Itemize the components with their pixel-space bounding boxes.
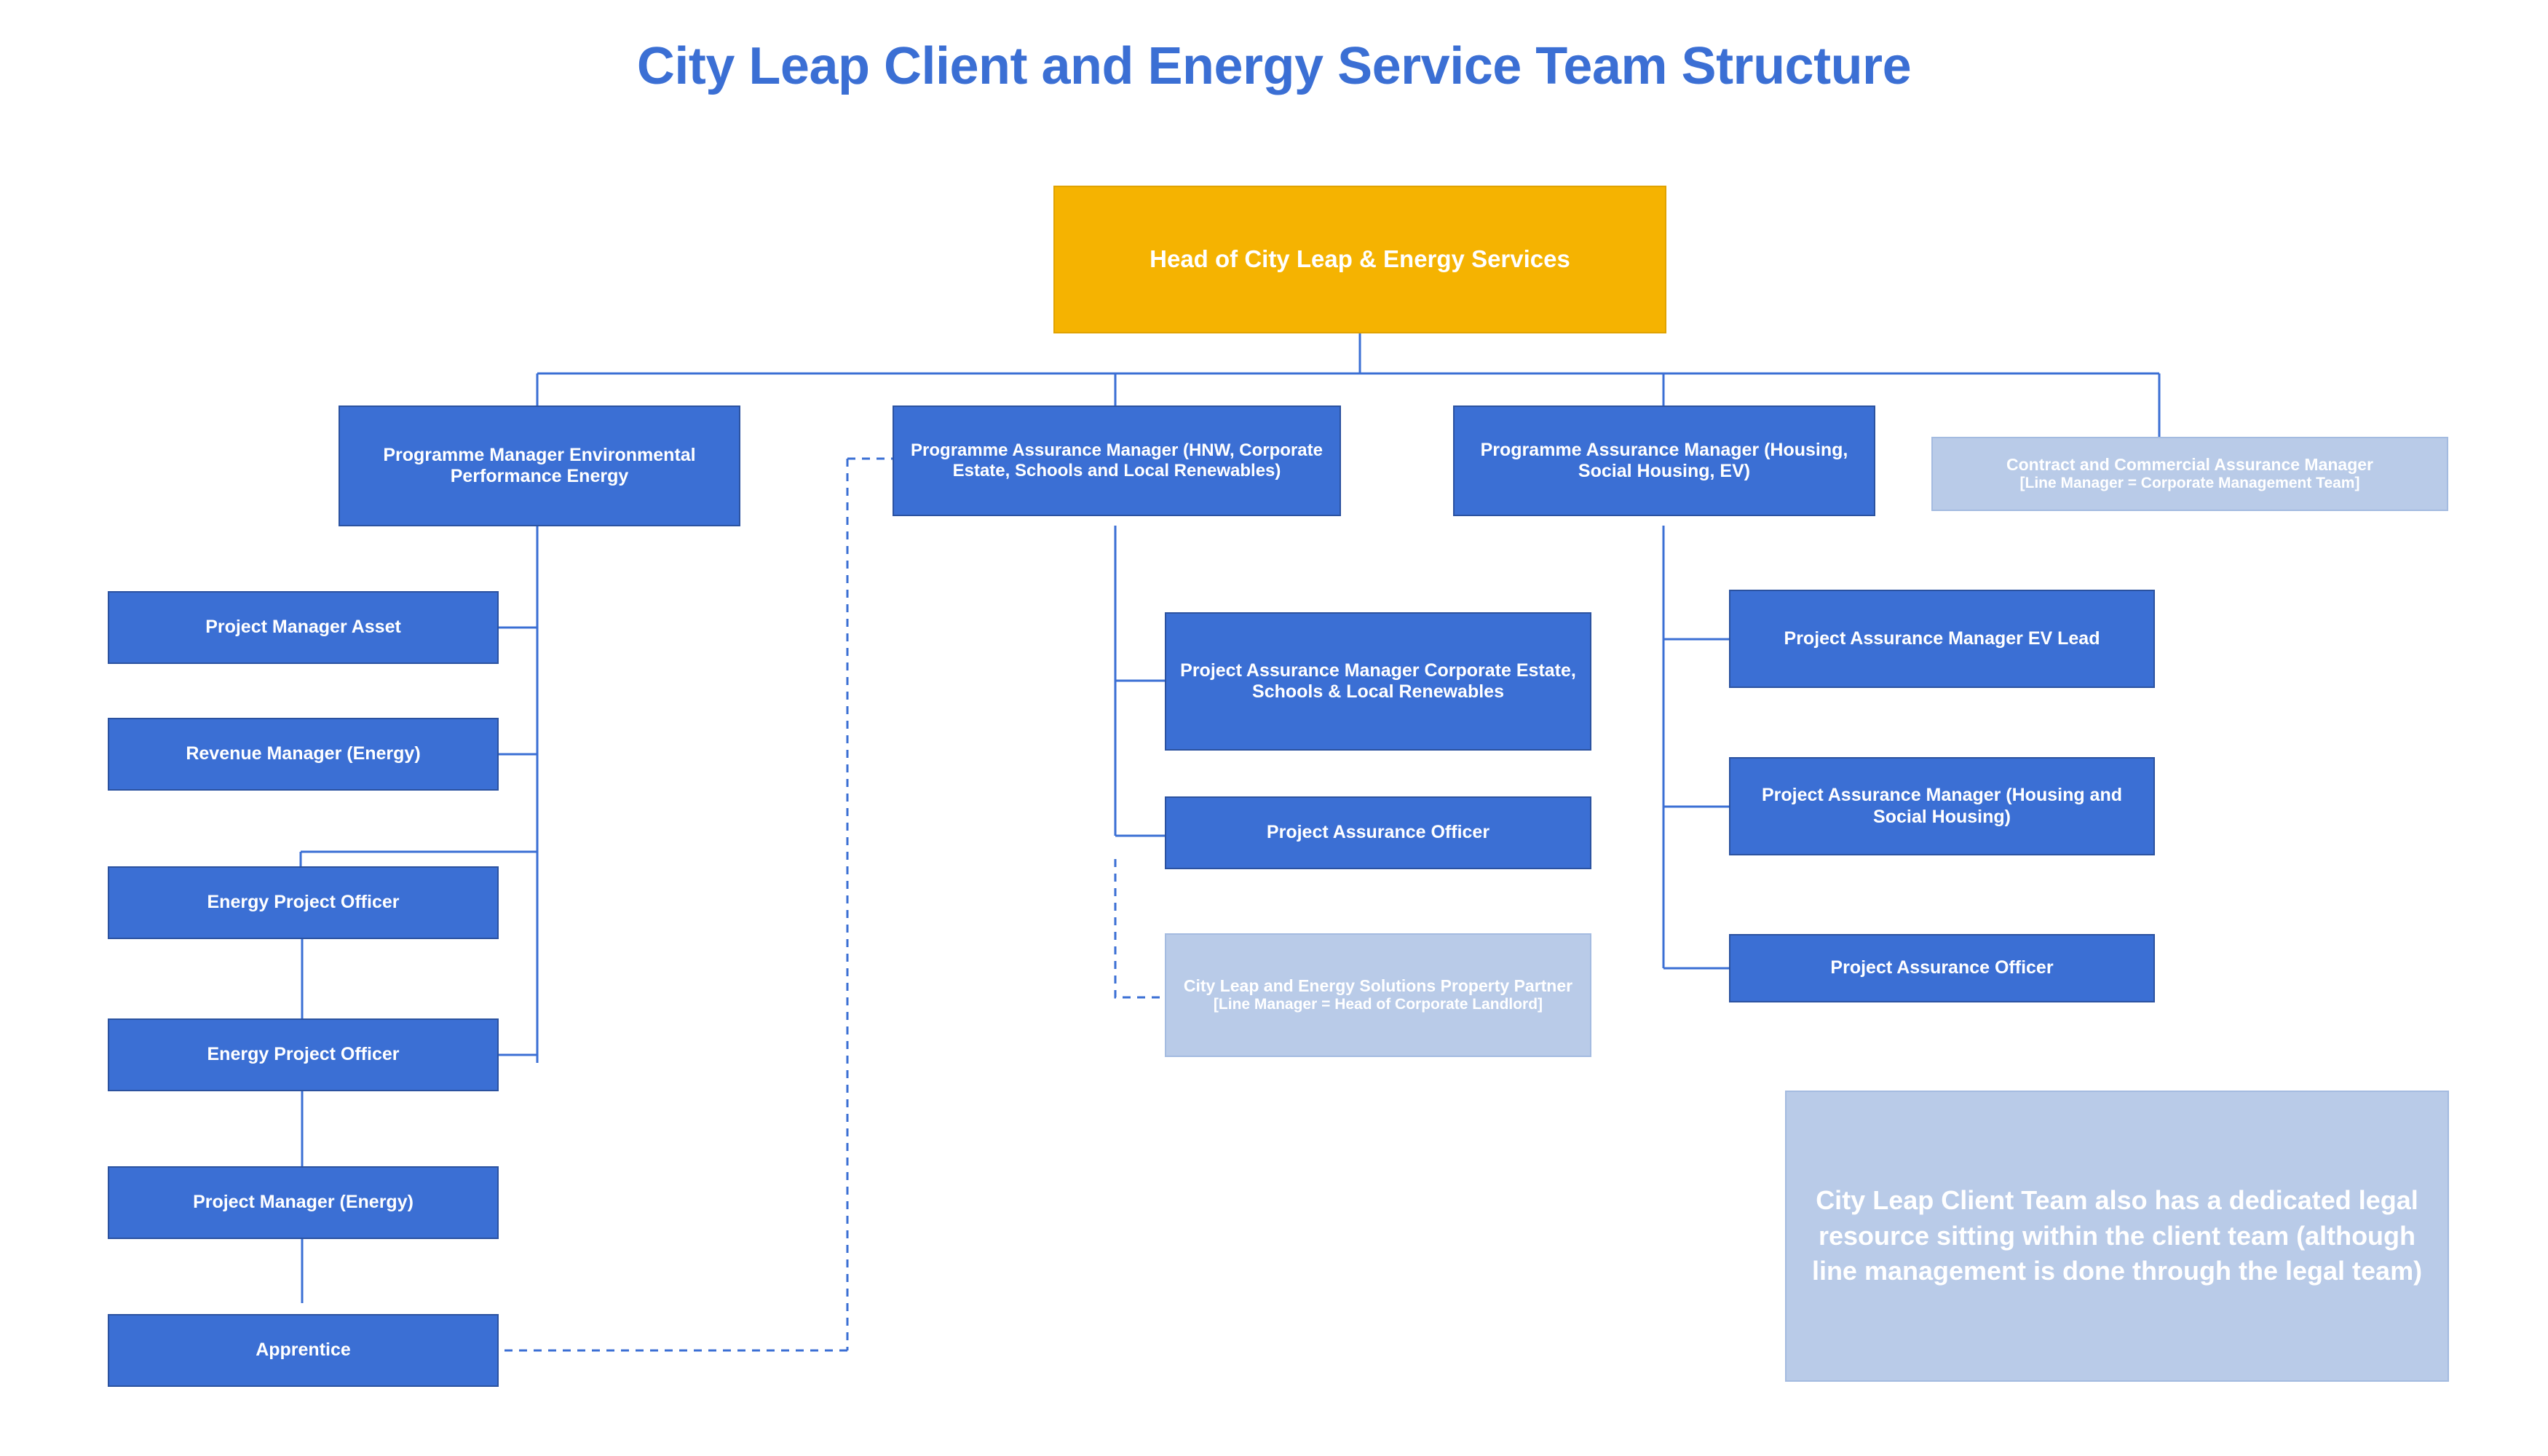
note-legal-resource — [1785, 1091, 2449, 1382]
node-label: Project Manager (Energy) — [193, 1192, 414, 1213]
node-head-of-city-leap[interactable] — [1053, 186, 1666, 333]
node-label: Revenue Manager (Energy) — [186, 743, 421, 764]
node-label: Programme Manager Environmental Performance Energy — [383, 444, 696, 486]
node-label: Project Assurance Manager EV Lead — [1784, 628, 2100, 649]
node-label: Energy Project Officer — [207, 892, 400, 913]
page-title: City Leap Client and Energy Service Team Structure — [636, 37, 1912, 95]
node-label: Head of City Leap & Energy Services — [1150, 245, 1570, 273]
node-project-assurance-manager-ev-lead[interactable] — [1729, 590, 2155, 688]
node-energy-project-officer-1[interactable] — [108, 866, 499, 939]
node-sublabel: [Line Manager = Corporate Management Team] — [2019, 475, 2360, 492]
node-city-leap-energy-solutions-property-partner[interactable] — [1165, 933, 1591, 1057]
node-project-manager-energy[interactable] — [108, 1166, 499, 1239]
node-label: Project Manager Asset — [205, 617, 401, 638]
node-project-assurance-officer-housing[interactable] — [1729, 934, 2155, 1002]
node-label: Energy Project Officer — [207, 1044, 400, 1065]
node-energy-project-officer-2[interactable] — [108, 1018, 499, 1091]
node-project-assurance-manager-housing-social-housing[interactable] — [1729, 757, 2155, 855]
node-label: Project Assurance Manager (Housing and Social Housing) — [1761, 785, 2123, 827]
node-label: Programme Assurance Manager (HNW, Corporate Estate, Schools and Local Renewables) — [911, 440, 1323, 480]
node-project-assurance-manager-corporate-estate[interactable] — [1165, 612, 1591, 751]
node-label: Apprentice — [256, 1340, 351, 1361]
node-project-assurance-officer-corporate[interactable] — [1165, 796, 1591, 869]
node-label: Contract and Commercial Assurance Manager — [2006, 455, 2374, 475]
node-programme-assurance-manager-hnw[interactable] — [893, 405, 1341, 516]
node-revenue-manager-energy[interactable] — [108, 718, 499, 791]
node-label: Programme Assurance Manager (Housing, Social Housing, EV) — [1480, 439, 1848, 481]
node-programme-assurance-manager-housing[interactable] — [1453, 405, 1875, 516]
node-label: City Leap and Energy Solutions Property Partner — [1183, 976, 1573, 996]
node-project-manager-asset[interactable] — [108, 591, 499, 664]
node-programme-manager-environmental-performance-energy[interactable] — [339, 405, 740, 526]
node-contract-and-commercial-assurance-manager[interactable] — [1931, 437, 2448, 511]
node-sublabel: [Line Manager = Head of Corporate Landlord] — [1213, 996, 1543, 1013]
node-label: Project Assurance Manager Corporate Estate, Schools & Local Renewables — [1180, 660, 1576, 702]
node-label: Project Assurance Officer — [1266, 822, 1490, 843]
node-apprentice[interactable] — [108, 1314, 499, 1387]
node-label: Project Assurance Officer — [1830, 957, 2054, 978]
note-text: City Leap Client Team also has a dedicated legal resource sitting within the client team (although line management is done through the legal team) — [1811, 1185, 2423, 1286]
